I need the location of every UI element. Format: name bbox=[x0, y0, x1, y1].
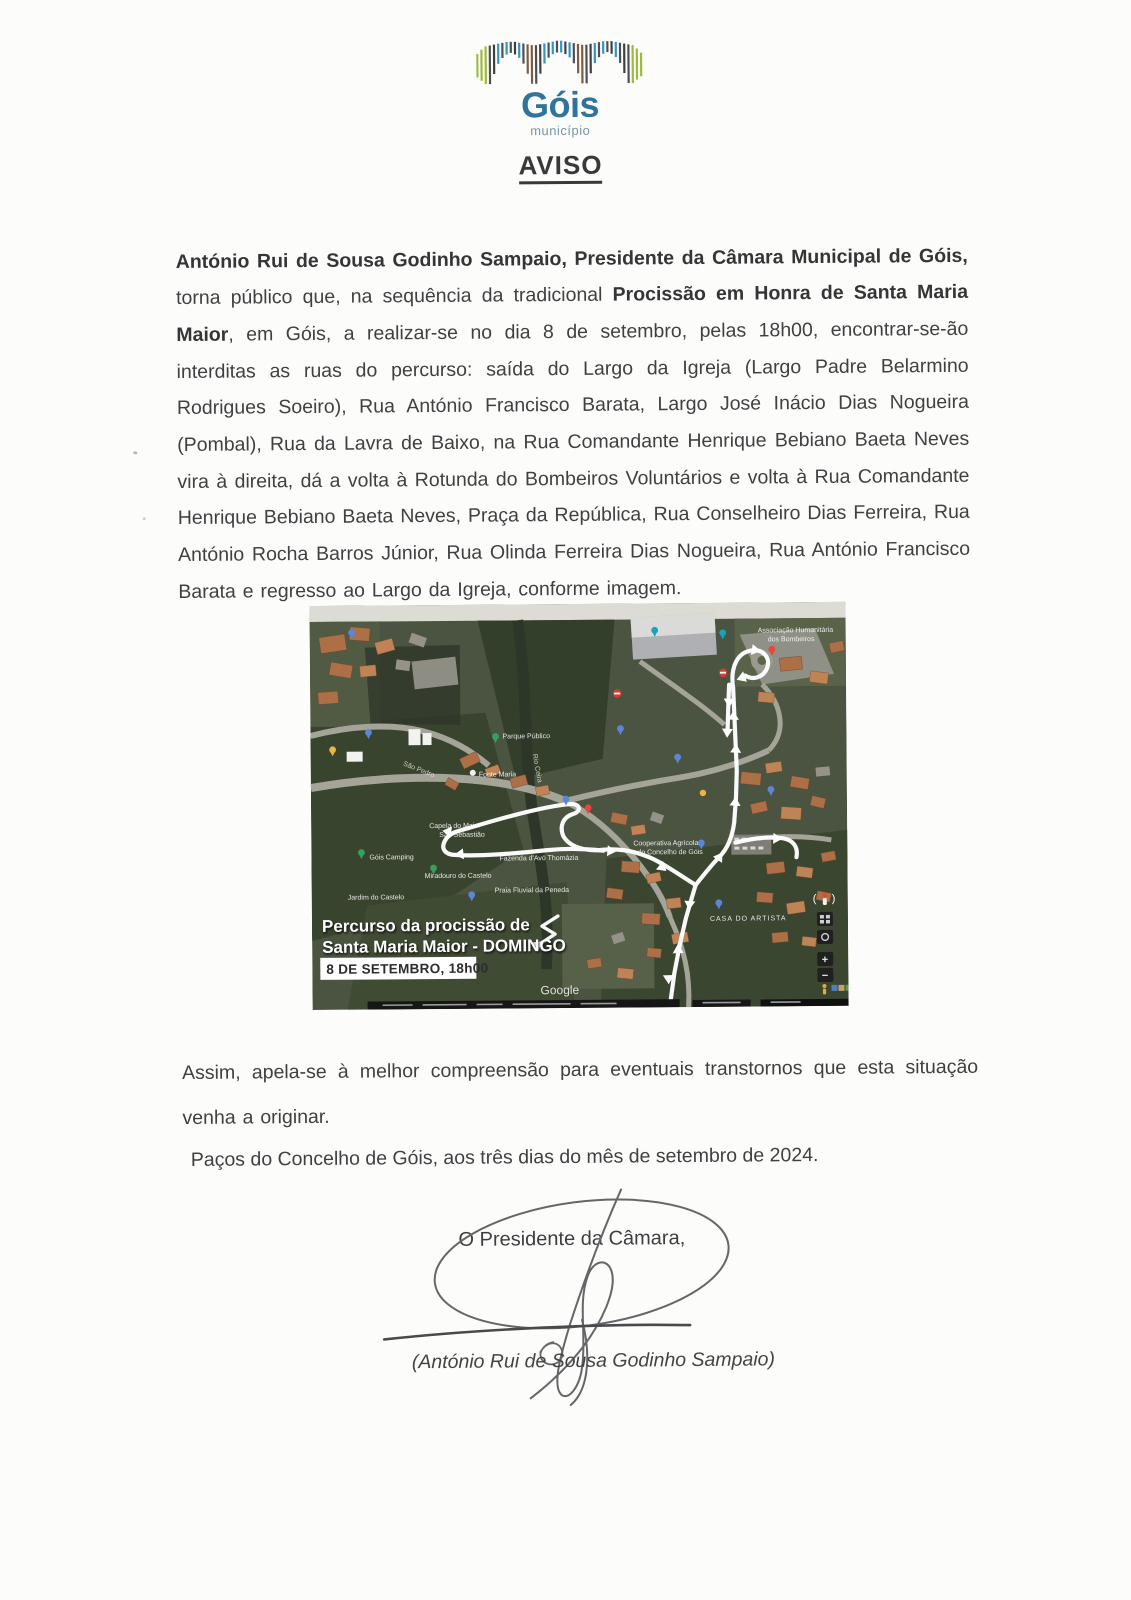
caption-line1: Percurso da procissão de bbox=[321, 915, 530, 936]
layer-thumb-terrain bbox=[838, 985, 844, 991]
dateline: Paços do Concelho de Góis, aos três dias do mês de setembro de 2024. bbox=[190, 1143, 819, 1171]
svg-text:Fonte Maria: Fonte Maria bbox=[478, 771, 517, 779]
no-entry-icon bbox=[613, 689, 621, 697]
svg-text:Cooperativa Agrícola: Cooperativa Agrícola bbox=[633, 839, 699, 848]
notice-title: AVISO bbox=[0, 146, 1126, 186]
zoom-out-label: − bbox=[821, 969, 829, 982]
svg-text:São Pedro: São Pedro bbox=[401, 760, 436, 780]
svg-text:Associação Humanitária: Associação Humanitária bbox=[757, 626, 834, 635]
svg-text:Capela do Maior: Capela do Maior bbox=[429, 822, 481, 831]
signature-name: (António Rui de Sousa Godinho Sampaio) bbox=[411, 1348, 776, 1374]
scan-speck bbox=[143, 517, 146, 520]
svg-text:Parque Público: Parque Público bbox=[502, 733, 551, 741]
signer-name-bold: António Rui de Sousa Godinho Sampaio, Presidente da Câmara Municipal de Góis, bbox=[175, 244, 968, 273]
yellow-dot-icon bbox=[700, 790, 706, 796]
caption-badge-text: 8 DE SETEMBRO, 18h00 bbox=[326, 960, 489, 977]
svg-text:Praia Fluvial da Peneda: Praia Fluvial da Peneda bbox=[494, 886, 570, 895]
layer-thumb-map bbox=[831, 985, 837, 991]
layer-thumb-satellite bbox=[845, 985, 848, 991]
municipality-name: Góis bbox=[520, 83, 600, 126]
pegman-icon bbox=[822, 893, 827, 905]
caption-line2: Santa Maria Maior - DOMINGO bbox=[322, 936, 566, 957]
svg-text:Jardim do Castelo: Jardim do Castelo bbox=[347, 894, 405, 902]
svg-text:dos Bombeiros: dos Bombeiros bbox=[767, 636, 815, 644]
svg-text:do Concelho de Góis: do Concelho de Góis bbox=[637, 848, 703, 857]
bridge-logo-icon bbox=[475, 33, 643, 86]
google-watermark: Google bbox=[540, 982, 580, 998]
signature-role: O Presidente da Câmara, bbox=[458, 1227, 686, 1251]
svg-text:CASA DO ARTISTA: CASA DO ARTISTA bbox=[709, 915, 787, 923]
municipality-subtitle: município bbox=[530, 122, 591, 139]
gois-municipality-logo bbox=[0, 30, 1126, 143]
zoom-in-label: + bbox=[821, 953, 829, 966]
my-location-button bbox=[817, 930, 833, 944]
pegman-bracket-right: ) bbox=[831, 892, 836, 905]
signature-line bbox=[384, 1325, 690, 1340]
procession-name-bold: Procissão em Honra de Santa Maria Maior bbox=[176, 281, 969, 346]
pegman-bracket-left: ( bbox=[812, 893, 817, 906]
no-entry-icon bbox=[719, 669, 727, 677]
svg-text:Miradouro do Castelo: Miradouro do Castelo bbox=[424, 872, 492, 881]
procession-route-map bbox=[309, 602, 848, 1010]
white-dot-icon bbox=[470, 770, 476, 776]
tilt-button bbox=[817, 912, 833, 926]
svg-text:Góis Camping: Góis Camping bbox=[369, 854, 414, 862]
svg-text:São Sebastião: São Sebastião bbox=[439, 831, 485, 839]
pegman-small-icon bbox=[822, 984, 826, 995]
notice-body-paragraph: António Rui de Sousa Godinho Sampaio, Presidente da Câmara Municipal de Góis, torna público que, na sequência da tradicional Procissão em Honra de Santa Maria Maior, em Góis, a realizar-se no dia 8 de setembro, pelas 18h00, encontrar-se-ão interditas as ruas do percurso: saída do Largo da Igreja (Largo Padre Belarmino Rodrigues Soeiro), Rua António Francisco Barata, Largo José Inácio Dias Nogueira (Pombal), Rua da Lavra de Baixo, na Rua Comandante Henrique Bebiano Baeta Neves vira à direita, dá a volta à Rotunda do Bombeiros Voluntários e volta à Rua Comandante Henrique Bebiano Baeta Neves, Praça da República, Rua Conselheiro Dias Ferreira, Rua António Rocha Barros Júnior, Rua Olinda Ferreira Dias Nogueira, Rua António Francisco Barata e regresso ao Largo da Igreja, conforme imagem. bbox=[175, 244, 971, 603]
svg-text:Fazenda d'Avó Thomázia: Fazenda d'Avó Thomázia bbox=[499, 854, 579, 863]
scan-speck bbox=[133, 451, 137, 454]
closing-paragraph: Assim, apela-se à melhor compreensão para eventuais transtornos que esta situação venha a originar. bbox=[182, 1055, 979, 1129]
svg-text:Rio Ceira: Rio Ceira bbox=[530, 753, 543, 784]
